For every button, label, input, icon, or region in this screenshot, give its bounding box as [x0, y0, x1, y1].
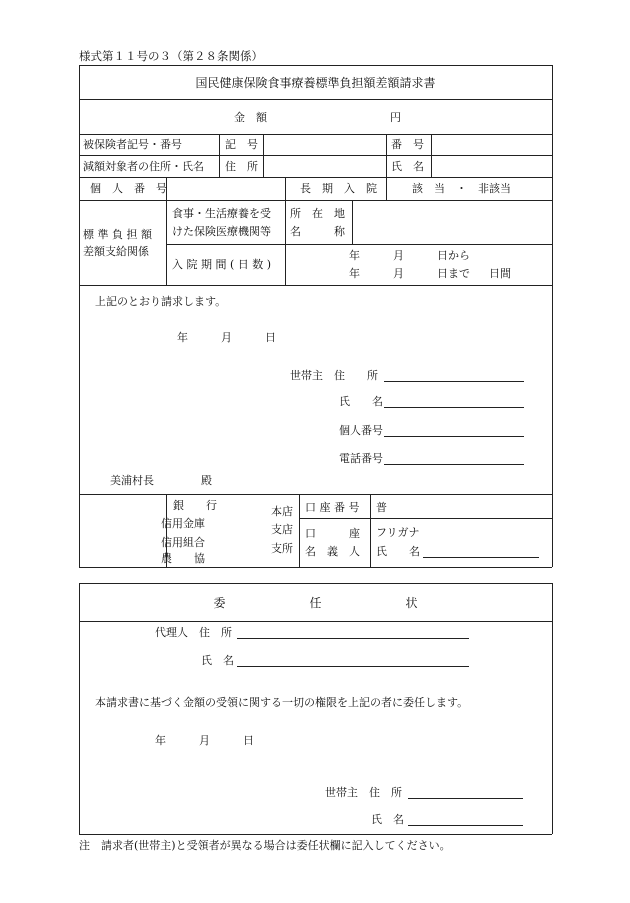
insured-label: 被保険者記号・番号: [83, 138, 182, 151]
personal-number-label: 個 人 番 号: [90, 182, 167, 195]
insured-number-field[interactable]: [433, 136, 550, 154]
account-type: 普: [376, 501, 387, 514]
footnote: 注 請求者(世帯主)と受領者が異なる場合は委任状欄に記入してください。: [79, 839, 451, 852]
agent-name-line[interactable]: [237, 666, 469, 667]
householder-name-label: 氏 名: [339, 395, 383, 408]
account-holder-label-line2: 名 義 人: [305, 545, 360, 558]
bank-type-shinkin: 信用金庫: [161, 517, 205, 530]
proxy-householder-name-label: 氏 名: [371, 813, 404, 826]
proxy-householder-address-label: 世帯主 住 所: [325, 786, 402, 799]
period-label: 入 院 期 間 ( 日 数 ): [172, 258, 272, 271]
target-address-field[interactable]: [265, 157, 384, 175]
furigana-label: フリガナ: [376, 526, 420, 539]
period-days: 日間: [489, 267, 511, 280]
amount-field[interactable]: [270, 104, 382, 128]
agent-name-label: 氏 名: [201, 654, 234, 667]
addressee: 美浦村長: [110, 474, 154, 487]
insured-symbol-label: 記 号: [225, 138, 258, 151]
householder-personal-number-label: 個人番号: [339, 424, 383, 437]
request-date: 年 月 日: [177, 331, 276, 344]
agent-address-label: 代理人 住 所: [155, 626, 232, 639]
amount-label: 金 額: [234, 111, 267, 124]
householder-personal-number-line[interactable]: [384, 436, 524, 437]
account-number-field[interactable]: [390, 497, 550, 516]
relation-label-line1: 標 準 負 担 額: [83, 228, 152, 241]
period-to: 年 月 日まで: [349, 267, 470, 280]
long-term-option[interactable]: 該 当 ・ 非該当: [412, 182, 511, 195]
location-label: 所 在 地: [290, 207, 345, 220]
target-address-label: 住 所: [225, 160, 258, 173]
bank-type-bank: 銀 行: [173, 499, 217, 512]
branch-office: 支所: [271, 542, 293, 555]
branch-main: 本店: [271, 505, 293, 518]
account-number-label: 口 座 番 号: [305, 501, 360, 514]
insured-number-label: 番 号: [391, 138, 424, 151]
proxy-householder-address-line[interactable]: [408, 798, 523, 799]
facility-label-line1: 食事・生活療養を受: [172, 207, 271, 220]
householder-phone-label: 電話番号: [339, 452, 383, 465]
account-holder-name-label: 氏 名: [376, 545, 420, 558]
householder-address-label: 世帯主 住 所: [290, 369, 378, 382]
request-statement: 上記のとおり請求します。: [95, 295, 227, 308]
form-number: 様式第１１号の３（第２８条関係）: [79, 49, 263, 63]
addressee-honorific: 殿: [201, 474, 212, 487]
personal-number-field[interactable]: [168, 179, 283, 198]
proxy-statement: 本請求書に基づく金額の受領に関する一切の権限を上記の者に委任します。: [95, 696, 469, 709]
target-name-field[interactable]: [433, 157, 550, 175]
long-term-label: 長 期 入 院: [300, 182, 377, 195]
facility-field[interactable]: [354, 202, 550, 242]
bank-type-nokyo: 農 協: [161, 552, 205, 565]
insured-symbol-field[interactable]: [265, 136, 384, 154]
householder-address-line[interactable]: [384, 381, 524, 382]
amount-unit: 円: [390, 111, 401, 124]
account-holder-label-line1: 口 座: [305, 527, 360, 540]
period-from: 年 月 日から: [349, 249, 470, 262]
target-label: 減額対象者の住所・氏名: [83, 160, 204, 173]
furigana-field[interactable]: [424, 521, 550, 538]
proxy-date: 年 月 日: [155, 734, 254, 747]
target-name-label: 氏 名: [391, 160, 424, 173]
proxy-householder-name-line[interactable]: [408, 825, 523, 826]
branch-branch: 支店: [271, 523, 293, 536]
bank-type-kumiai: 信用組合: [161, 536, 205, 549]
householder-name-line[interactable]: [384, 407, 524, 408]
facility-name-label: 名 称: [290, 225, 345, 238]
form-title: 国民健康保険食事療養標準負担額差額請求書: [195, 76, 436, 90]
agent-address-line[interactable]: [237, 638, 469, 639]
relation-label-line2: 差額支給関係: [83, 245, 149, 258]
proxy-title: 委 任 状: [213, 596, 418, 610]
householder-phone-line[interactable]: [384, 464, 524, 465]
facility-label-line2: けた保険医療機関等: [172, 225, 271, 238]
account-holder-name-line[interactable]: [423, 557, 539, 558]
